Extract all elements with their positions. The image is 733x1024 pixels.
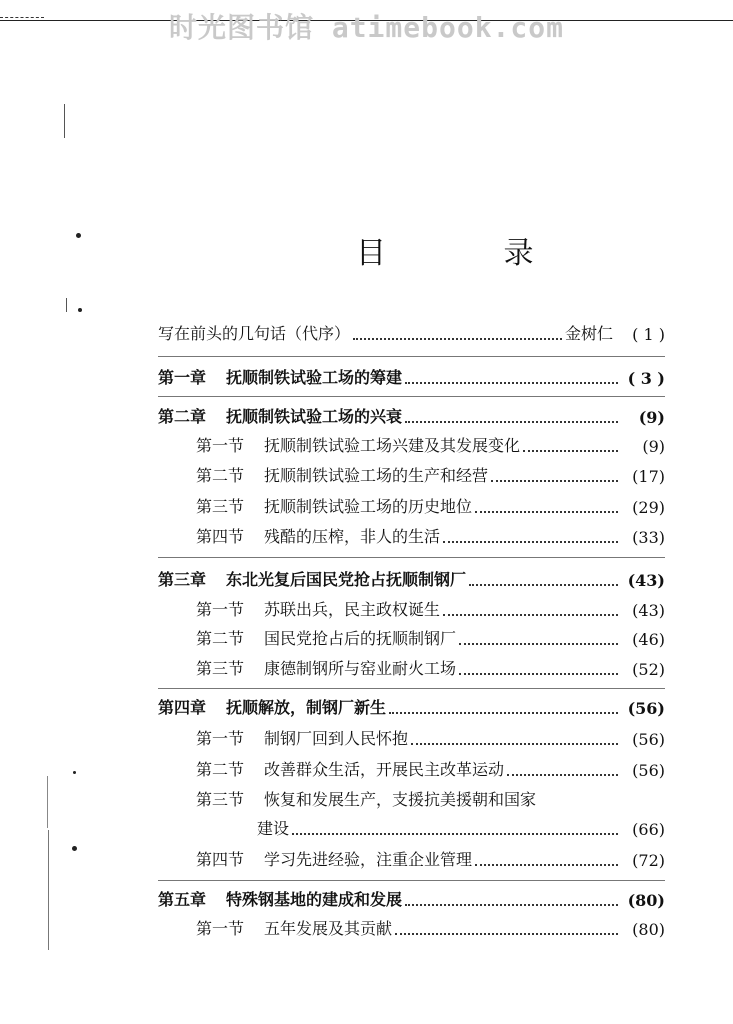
toc-chapter-1[interactable]: [158, 364, 665, 388]
chapter-number: 第三章: [158, 570, 207, 589]
leader-dots: [507, 773, 618, 776]
toc-label: 改善群众生活，开展民主改革运动: [264, 760, 505, 779]
section-number: 第四节: [196, 850, 245, 869]
leader-dots: [443, 613, 618, 616]
toc-label: 东北光复后国民党抢占抚顺制钢厂: [226, 570, 467, 589]
toc-chapter-2[interactable]: [158, 403, 665, 427]
toc-label-cont: 建设: [257, 819, 290, 838]
chapter-rule: [158, 688, 665, 689]
section-number: 第三节: [196, 790, 245, 809]
toc-label: 抚顺制铁试验工场的生产和经营: [264, 466, 489, 485]
toc-page: (33): [632, 528, 665, 547]
watermark: 时光图书馆 atimebook.com: [168, 11, 564, 44]
toc-section-5-1[interactable]: [196, 915, 665, 939]
leader-dots: [523, 449, 618, 452]
toc-label: 抚顺解放，制钢厂新生: [226, 698, 387, 717]
toc-preface[interactable]: [158, 320, 665, 344]
toc-label: 特殊钢基地的建成和发展: [226, 890, 403, 909]
leader-dots: [491, 479, 618, 482]
toc-label: 抚顺制铁试验工场的筹建: [226, 368, 403, 387]
toc-section-2-2[interactable]: [196, 462, 665, 486]
toc-section-3-1[interactable]: [196, 596, 665, 620]
section-number: 第一节: [196, 919, 245, 938]
section-number: 第二节: [196, 466, 245, 485]
leader-dots: [411, 742, 618, 745]
leader-dots: [405, 381, 618, 384]
leader-dots: [405, 903, 618, 906]
section-number: 第一节: [196, 600, 245, 619]
chapter-number: 第一章: [158, 368, 207, 387]
toc-author: 金树仁: [564, 324, 613, 343]
toc-label: 五年发展及其贡献: [264, 919, 393, 938]
toc-label: 抚顺制铁试验工场的历史地位: [264, 497, 473, 516]
leader-dots: [395, 932, 618, 935]
toc-section-2-1[interactable]: [196, 432, 665, 456]
chapter-number: 第五章: [158, 890, 207, 909]
section-number: 第一节: [196, 436, 245, 455]
chapter-rule: [158, 880, 665, 881]
section-number: 第三节: [196, 497, 245, 516]
toc-label: 康德制钢所与窑业耐火工场: [264, 659, 457, 678]
toc-section-2-4[interactable]: [196, 523, 665, 547]
chapter-rule: [158, 557, 665, 558]
toc-label: 学习先进经验，注重企业管理: [264, 850, 473, 869]
toc-page: (56): [632, 761, 665, 780]
toc-page: (66): [632, 820, 665, 839]
toc-page: (56): [632, 730, 665, 749]
toc-section-2-3[interactable]: [196, 493, 665, 517]
toc-label: 抚顺制铁试验工场的兴衰: [226, 407, 403, 426]
chapter-rule: [158, 396, 665, 397]
section-number: 第二节: [196, 760, 245, 779]
toc-label: 苏联出兵，民主政权诞生: [264, 600, 441, 619]
toc-label: 写在前头的几句话（代序）: [158, 324, 351, 343]
toc-section-4-2[interactable]: [196, 756, 665, 780]
toc-section-4-1[interactable]: [196, 725, 665, 749]
leader-dots: [292, 832, 618, 835]
toc-section-4-3-cont[interactable]: [257, 815, 665, 839]
toc-page: (72): [632, 851, 665, 870]
leader-dots: [469, 583, 618, 586]
toc-page: (80): [627, 891, 665, 910]
toc-page: (9): [642, 437, 665, 456]
toc-page: (80): [632, 920, 665, 939]
chapter-number: 第四章: [158, 698, 207, 717]
toc-label: 国民党抢占后的抚顺制钢厂: [264, 629, 457, 648]
toc-section-3-3[interactable]: [196, 655, 665, 679]
toc-chapter-4[interactable]: [158, 694, 665, 718]
section-number: 第二节: [196, 629, 245, 648]
toc-section-3-2[interactable]: [196, 625, 665, 649]
toc-label: 抚顺制铁试验工场兴建及其发展变化: [264, 436, 521, 455]
toc-page: ( 1 ): [632, 325, 665, 344]
page-title: 目 录: [356, 236, 588, 271]
toc-page: (17): [632, 467, 665, 486]
toc-page: (9): [638, 408, 665, 427]
toc-page: (52): [632, 660, 665, 679]
leader-dots: [475, 863, 618, 866]
toc-label: 恢复和发展生产，支援抗美援朝和国家: [264, 790, 537, 809]
leader-dots: [475, 510, 618, 513]
toc-label: 制钢厂回到人民怀抱: [264, 729, 409, 748]
leader-dots: [443, 540, 618, 543]
toc-chapter-3[interactable]: [158, 566, 665, 590]
toc-page: (43): [627, 571, 665, 590]
leader-dots: [459, 642, 618, 645]
toc-page: (56): [627, 699, 665, 718]
chapter-number: 第二章: [158, 407, 207, 426]
section-number: 第三节: [196, 659, 245, 678]
toc-page: (46): [632, 630, 665, 649]
leader-dots: [389, 711, 618, 714]
section-number: 第四节: [196, 527, 245, 546]
toc-page: (43): [632, 601, 665, 620]
toc-section-4-4[interactable]: [196, 846, 665, 870]
toc-page: (29): [632, 498, 665, 517]
chapter-rule: [158, 356, 665, 357]
leader-dots: [459, 672, 618, 675]
toc-page: ( 3 ): [627, 369, 665, 388]
toc-label: 残酷的压榨，非人的生活: [264, 527, 441, 546]
toc-chapter-5[interactable]: [158, 886, 665, 910]
toc-section-4-3[interactable]: [196, 786, 613, 810]
section-number: 第一节: [196, 729, 245, 748]
leader-dots: [405, 420, 618, 423]
leader-dots: [353, 337, 562, 340]
